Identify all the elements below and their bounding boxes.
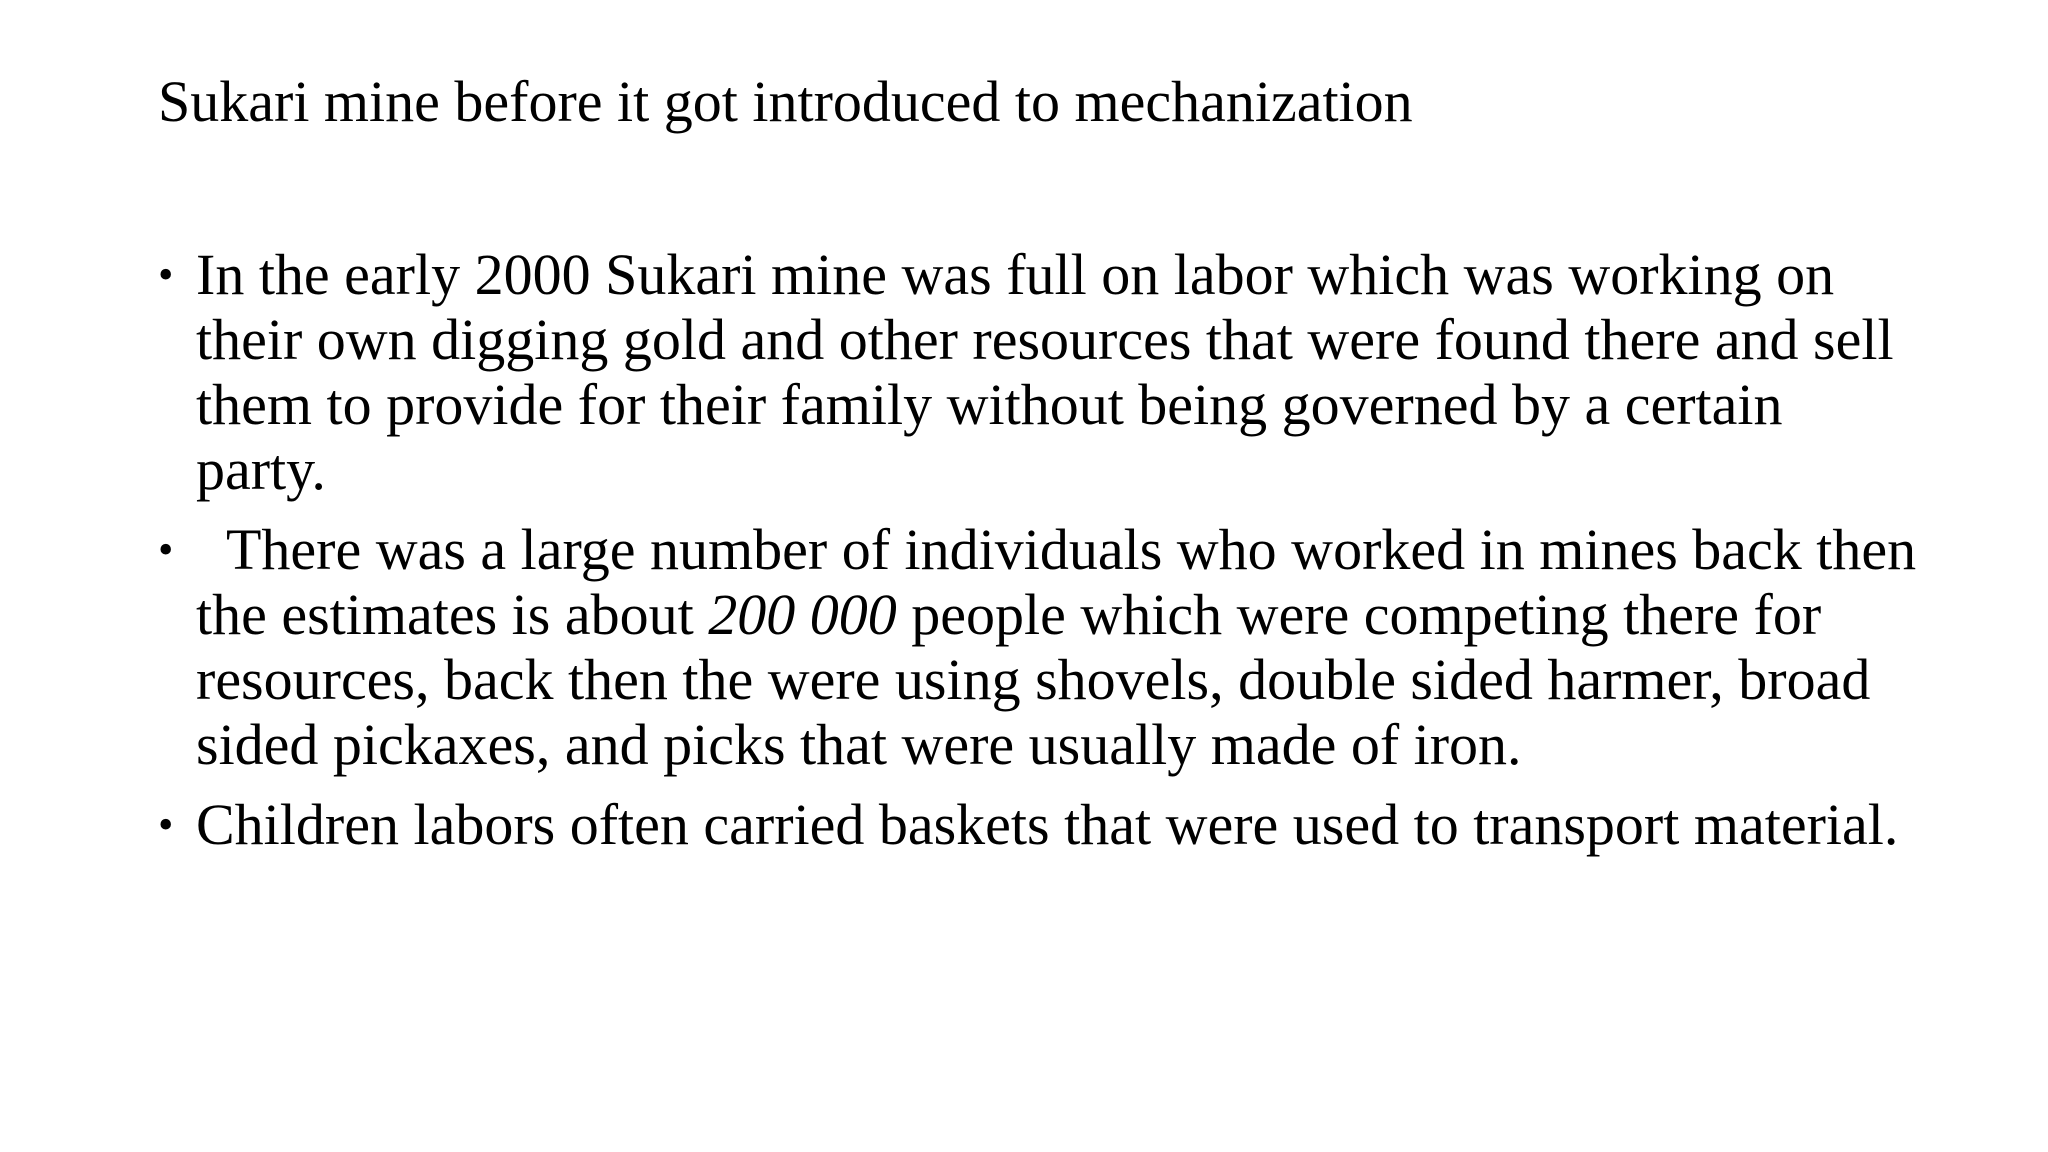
bullet-text-individuals <box>196 517 1918 777</box>
bullet-text-children: Children labors often carried baskets that were used to transport material. <box>196 792 1899 857</box>
bullet-text-early-2000: In the early 2000 Sukari mine was full on labor which was working on their own digging gold and other resources that were found there and sell them to provide for their family without being governed by a certain party. <box>196 242 1894 502</box>
bullet-marker: • <box>158 525 174 574</box>
bullet-marker: • <box>158 800 174 849</box>
slide-title: Sukari mine before it got introduced to mechanization <box>158 69 1413 134</box>
bullet-item-3 <box>158 792 1918 857</box>
bullet-marker: • <box>158 250 174 299</box>
bullet-list <box>158 242 1918 872</box>
bullet-item-2 <box>158 517 1918 777</box>
bullet-text-individuals-before: There was a large number of individuals who worked in mines back then the estimates is about <box>196 517 1917 647</box>
bullet-item-1 <box>158 242 1918 502</box>
bullet-text-individuals-after: people which were competing there for resources, back then the were using shovels, double sided harmer, broad sided pickaxes, and picks that were usually made of iron. <box>196 582 1871 777</box>
estimate-number: 200 000 <box>708 582 897 647</box>
